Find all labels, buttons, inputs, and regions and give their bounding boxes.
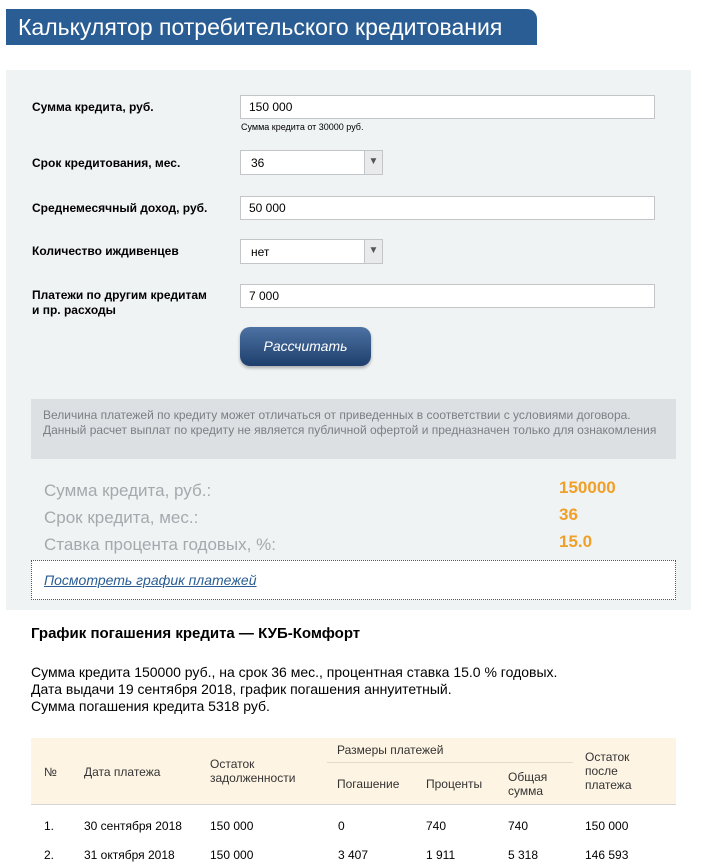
row-principal: 3 407 bbox=[338, 848, 369, 862]
result-term-label: Срок кредита, мес.: bbox=[44, 508, 199, 527]
disclaimer-notice: Величина платежей по кредиту может отличаться от приведенных в соответствии с условиями договора. Данный расчет выплат по кредиту не является публичной офертой и предназначен только для ознакомления bbox=[31, 399, 676, 459]
header-payments-group: Размеры платежей bbox=[337, 743, 444, 757]
schedule-summary-line: Дата выдачи 19 сентября 2018, график погашения аннуитетный. bbox=[31, 681, 452, 697]
header-date: Дата платежа bbox=[84, 765, 161, 779]
header-group-divider bbox=[327, 762, 573, 763]
header-rest-line3: платежа bbox=[585, 778, 632, 792]
header-interest: Проценты bbox=[426, 777, 483, 791]
other-payments-label-line1: Платежи по другим кредитам bbox=[32, 288, 207, 302]
row-num: 2. bbox=[44, 848, 55, 862]
schedule-summary-line: Сумма погашения кредита 5318 руб. bbox=[31, 698, 270, 714]
header-debt-line1: Остаток bbox=[210, 757, 255, 771]
other-payments-label-line2: и пр. расходы bbox=[32, 303, 116, 317]
header-principal: Погашение bbox=[337, 777, 400, 791]
schedule-summary-line: Сумма кредита 150000 руб., на срок 36 мес., процентная ставка 15.0 % годовых. bbox=[31, 664, 558, 680]
row-rest: 146 593 bbox=[585, 848, 629, 862]
result-rate-value: 15.0 bbox=[559, 532, 593, 551]
page-title: Калькулятор потребительского кредитования bbox=[18, 14, 503, 40]
amount-label: Сумма кредита, руб. bbox=[32, 100, 154, 114]
header-rest-line1: Остаток bbox=[585, 750, 630, 764]
calculate-button[interactable]: Рассчитать bbox=[240, 327, 371, 366]
row-total: 5 318 bbox=[508, 848, 539, 862]
row-rest: 150 000 bbox=[585, 819, 629, 833]
header-num: № bbox=[44, 765, 57, 779]
header-bottom-divider bbox=[31, 804, 676, 805]
header-rest bbox=[585, 750, 632, 792]
chevron-down-icon[interactable]: ▼ bbox=[364, 151, 382, 174]
schedule-link-box bbox=[31, 560, 676, 600]
title-bar bbox=[6, 9, 537, 45]
other-payments-label bbox=[32, 288, 207, 318]
chevron-down-icon[interactable]: ▼ bbox=[364, 240, 382, 263]
row-principal: 0 bbox=[338, 819, 345, 833]
dependents-value: нет bbox=[251, 245, 270, 259]
row-interest: 740 bbox=[426, 819, 447, 833]
schedule-title: График погашения кредита — КУБ-Комфорт bbox=[31, 625, 361, 642]
income-label: Среднемесячный доход, руб. bbox=[32, 201, 208, 215]
schedule-summary bbox=[31, 664, 557, 715]
result-term-value: 36 bbox=[559, 505, 578, 524]
result-amount-value: 150000 bbox=[559, 478, 616, 497]
income-input[interactable]: 50 000 bbox=[240, 196, 655, 220]
header-rest-line2: после bbox=[585, 764, 618, 778]
row-interest: 1 911 bbox=[426, 848, 456, 862]
term-value: 36 bbox=[251, 156, 265, 170]
header-total-line2: сумма bbox=[508, 784, 544, 798]
header-total bbox=[508, 770, 547, 798]
amount-hint: Сумма кредита от 30000 руб. bbox=[241, 122, 364, 132]
other-payments-input[interactable]: 7 000 bbox=[240, 284, 655, 308]
result-rate-label: Ставка процента годовых, %: bbox=[44, 535, 276, 554]
result-amount-label: Сумма кредита, руб.: bbox=[44, 481, 212, 500]
header-debt-line2: задолженности bbox=[210, 771, 296, 785]
amount-input[interactable]: 150 000 bbox=[240, 95, 655, 119]
view-schedule-link[interactable]: Посмотреть график платежей bbox=[44, 572, 257, 588]
row-date: 31 октября 2018 bbox=[84, 848, 175, 862]
row-date: 30 сентября 2018 bbox=[84, 819, 182, 833]
row-num: 1. bbox=[44, 819, 55, 833]
row-debt: 150 000 bbox=[210, 819, 254, 833]
term-label: Срок кредитования, мес. bbox=[32, 156, 181, 170]
row-debt: 150 000 bbox=[210, 848, 254, 862]
term-select[interactable] bbox=[240, 150, 383, 175]
header-debt bbox=[210, 757, 295, 785]
dependents-label: Количество иждивенцев bbox=[32, 244, 179, 258]
row-total: 740 bbox=[508, 819, 529, 833]
header-total-line1: Общая bbox=[508, 770, 548, 784]
dependents-select[interactable] bbox=[240, 239, 383, 264]
